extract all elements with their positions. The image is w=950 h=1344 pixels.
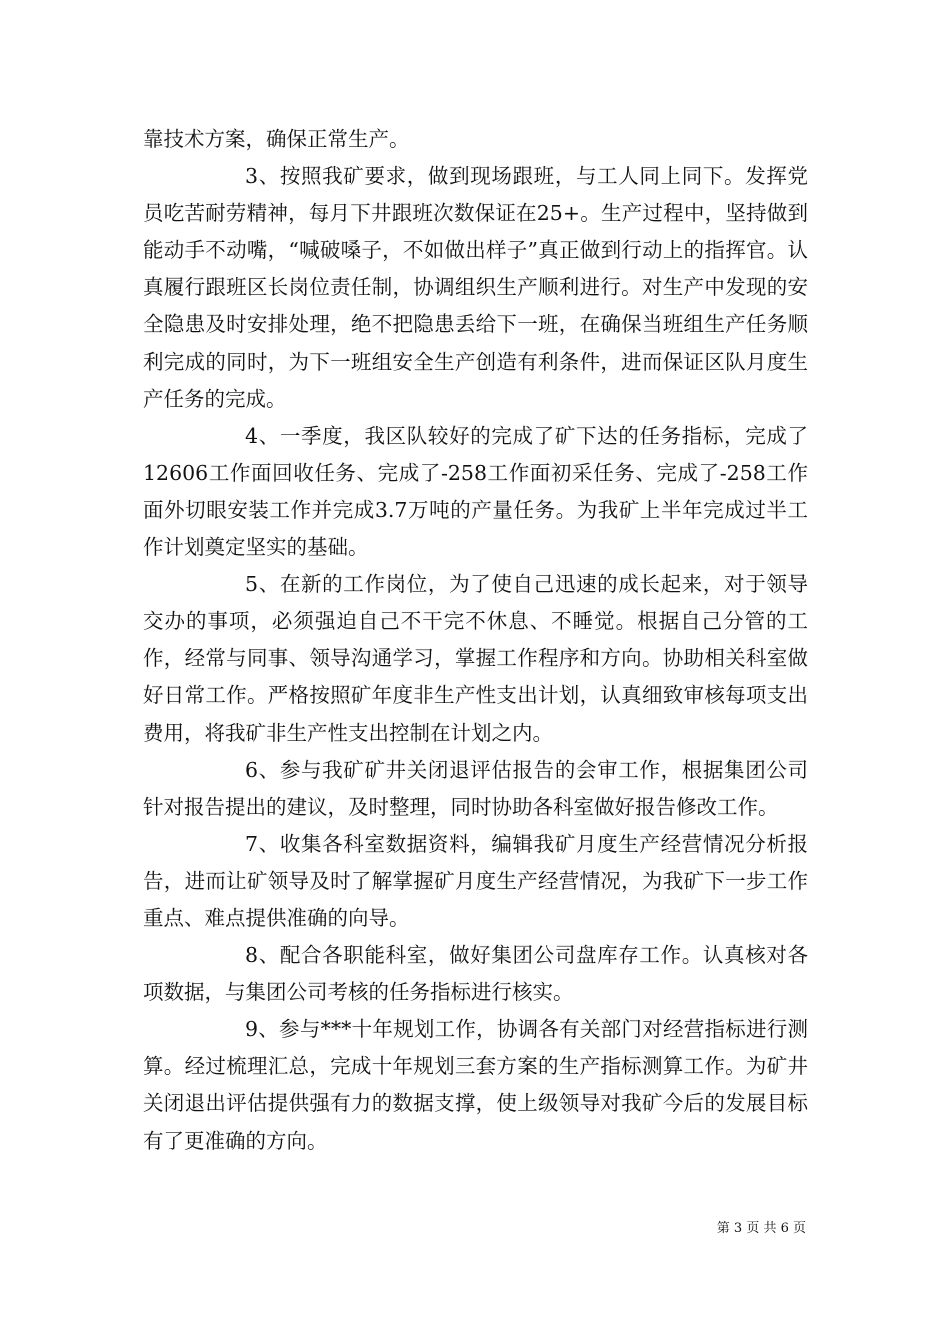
paragraph-continuation: 靠技术方案，确保正常生产。	[143, 127, 410, 151]
paragraph-item-3: 3、按照我矿要求，做到现场跟班，与工人同上同下。发挥党员吃苦耐劳精神，每月下井跟班次数保证在25+。生产过程中，坚持做到能动手不动嘴，“喊破嗓子，不如做出样子”真正做到行动上的指挥官。认真履行跟班区长岗位责任制，协调组织生产顺利进行。对生产中发现的安全隐患及时安排处理，绝不把隐患丢给下一班，在确保当班组生产任务顺利完成的同时，为下一班组安全生产创造有利条件，进而保证区队月度生产任务的完成。	[143, 164, 808, 411]
document-body	[143, 121, 808, 1160]
paragraph-item-4: 4、一季度，我区队较好的完成了矿下达的任务指标，完成了12606工作面回收任务、完成了-258工作面初采任务、完成了-258工作面外切眼安装工作并完成3.7万吨的产量任务。为我矿上半年完成过半工作计划奠定坚实的基础。	[143, 423, 808, 560]
paragraph-item-8: 8、配合各职能科室，做好集团公司盘库存工作。认真核对各项数据，与集团公司考核的任务指标进行核实。	[143, 943, 808, 1005]
paragraph-item-7: 7、收集各科室数据资料，编辑我矿月度生产经营情况分析报告，进而让矿领导及时了解掌握矿月度生产经营情况，为我矿下一步工作重点、难点提供准确的向导。	[143, 831, 808, 930]
paragraph-item-9: 9、参与***十年规划工作，协调各有关部门对经营指标进行测算。经过梳理汇总，完成十年规划三套方案的生产指标测算工作。为矿井关闭退出评估提供强有力的数据支撑，使上级领导对我矿今后的发展目标有了更准确的方向。	[143, 1017, 808, 1153]
page-number-footer: 第 3 页 共 6 页	[716, 1221, 806, 1236]
paragraph-item-5: 5、在新的工作岗位，为了使自己迅速的成长起来，对于领导交办的事项，必须强迫自己不干完不休息、不睡觉。根据自己分管的工作，经常与同事、领导沟通学习，掌握工作程序和方向。协助相关科室做好日常工作。严格按照矿年度非生产性支出计划，认真细致审核每项支出费用，将我矿非生产性支出控制在计划之内。	[143, 572, 808, 745]
paragraph-item-6: 6、参与我矿矿井关闭退评估报告的会审工作，根据集团公司针对报告提出的建议，及时整理，同时协助各科室做好报告修改工作。	[143, 757, 808, 819]
